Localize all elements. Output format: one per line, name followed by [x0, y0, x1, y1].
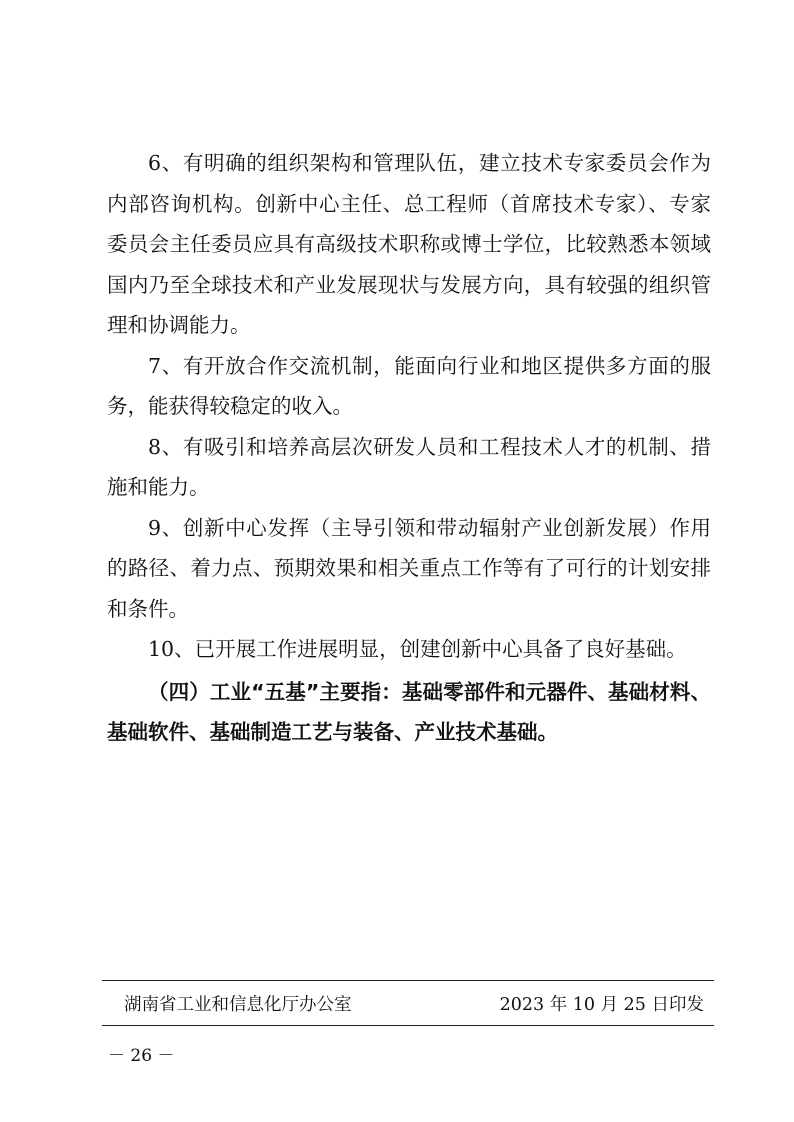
paragraph-item-8: 8、有吸引和培养高层次研发人员和工程技术人才的机制、措施和能力。 [107, 434, 711, 499]
paragraph-item-10: 10、已开展工作进展明显，创建创新中心具备了良好基础。 [148, 637, 687, 661]
paragraph-item-7: 7、有开放合作交流机制，能面向行业和地区提供多方面的服务，能获得较稳定的收入。 [107, 353, 711, 418]
paragraph-item-9: 9、创新中心发挥（主导引领和带动辐射产业创新发展）作用的路径、着力点、预期效果和相关重点工作等有了可行的计划安排和条件。 [107, 515, 711, 621]
footer-bottom-divider [102, 1025, 714, 1026]
footer-issuer: 湖南省工业和信息化厅办公室 [124, 995, 352, 1015]
footer-print-date: 2023 年 10 月 25 日印发 [499, 995, 704, 1015]
section-four-definition: （四）工业“五基”主要指：基础零部件和元器件、基础材料、基础软件、基础制造工艺与装备、产业技术基础。 [107, 679, 711, 744]
page-number: － 26 － [108, 1046, 175, 1066]
paragraph-item-6: 6、有明确的组织架构和管理队伍，建立技术专家委员会作为内部咨询机构。创新中心主任、总工程师（首席技术专家）、专家委员会主任委员应具有高级技术职称或博士学位，比较熟悉本领域国内乃至全球技术和产业发展现状与发展方向，具有较强的组织管理和协调能力。 [107, 151, 711, 337]
footer-top-divider [102, 980, 714, 981]
document-body [107, 143, 711, 753]
